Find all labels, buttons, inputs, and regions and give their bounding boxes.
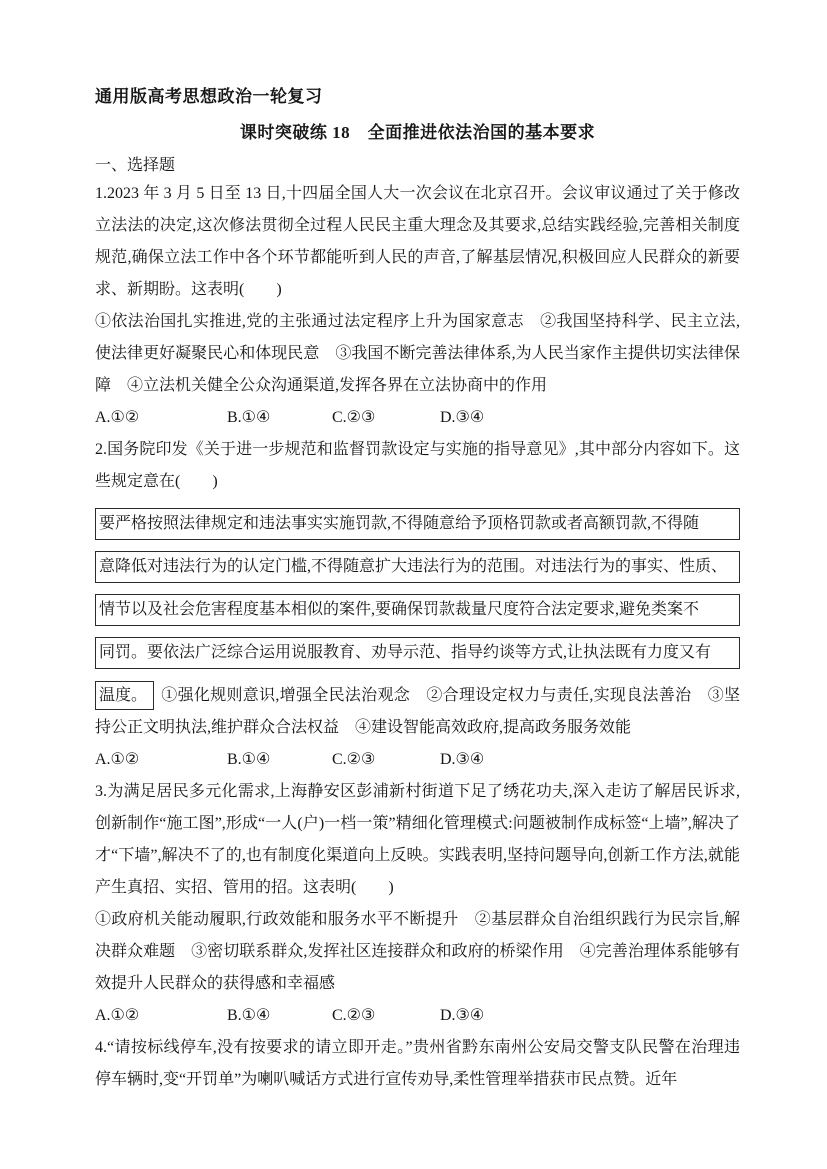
- notice-box-line-5: 温度。: [95, 681, 154, 710]
- question-2-options: [95, 680, 740, 744]
- question-1-answer-choice-a: A.①②: [95, 409, 140, 426]
- question-2-answer-choice-a: A.①②: [95, 751, 140, 768]
- question-3-answer-choice-a: A.①②: [95, 1007, 140, 1024]
- question-3-answer-row: [95, 1000, 740, 1032]
- document-header: 通用版高考思想政治一轮复习: [95, 87, 323, 106]
- question-2-answer-choice-c: C.②③: [332, 751, 376, 768]
- question-3-options: ①政府机关能动履职,行政效能和服务水平不断提升 ②基层群众自治组织践行为民宗旨,解决群众难题 ③密切联系群众,发挥社区连接群众和政府的桥梁作用 ④完善治理体系能够有效提升人民群众的获得感和幸福感: [95, 911, 740, 992]
- worksheet-title: 课时突破练 18 全面推进依法治国的基本要求: [239, 123, 596, 142]
- question-1-text: 1.2023 年 3 月 5 日至 13 日,十四届全国人大一次会议在北京召开。会议审议通过了关于修改立法法的决定,这次修法贯彻全过程人民民主重大理念及其要求,总结实践经验,完善相关制度规范,确保立法工作中各个环节都能听到人民的声音,了解基层情况,积极回应人民群众的新要求、新期盼。这表明( ): [95, 185, 740, 298]
- question-2-text: 2.国务院印发《关于进一步规范和监督罚款设定与实施的指导意见》,其中部分内容如下。这些规定意在( ): [95, 441, 740, 490]
- section-heading: 一、选择题: [95, 157, 176, 174]
- question-1-answer-choice-b: B.①④: [227, 409, 271, 426]
- question-1-answer-row: [95, 402, 740, 434]
- notice-box-line-4: 同罚。要依法广泛综合运用说服教育、劝导示范、指导约谈等方式,让执法既有力度又有: [95, 637, 740, 669]
- question-3-answer-choice-c: C.②③: [332, 1007, 376, 1024]
- question-1-answer-choice-d: D.③④: [440, 409, 485, 426]
- question-3-answer-choice-d: D.③④: [440, 1007, 485, 1024]
- notice-box-line-3: 情节以及社会危害程度基本相似的案件,要确保罚款裁量尺度符合法定要求,避免类案不: [95, 594, 740, 626]
- question-3-text: 3.为满足居民多元化需求,上海静安区彭浦新村街道下足了绣花功夫,深入走访了解居民诉求,创新制作“施工图”,形成“一人(户)一档一策”精细化管理模式:问题被制作成标签“上墙”,解决了才“下墙”,解决不了的,也有制度化渠道向上反映。实践表明,坚持问题导向,创新工作方法,就能产生真招、实招、管用的招。这表明( ): [95, 783, 740, 896]
- question-2-answer-choice-b: B.①④: [227, 751, 271, 768]
- notice-box-line-1: 要严格按照法律规定和违法事实实施罚款,不得随意给予顶格罚款或者高额罚款,不得随: [95, 508, 740, 540]
- question-2-answer-choice-d: D.③④: [440, 751, 485, 768]
- question-1-answer-choice-c: C.②③: [332, 409, 376, 426]
- question-2-answer-row: [95, 744, 740, 776]
- question-3-answer-choice-b: B.①④: [227, 1007, 271, 1024]
- question-1-options: ①依法治国扎实推进,党的主张通过法定程序上升为国家意志 ②我国坚持科学、民主立法,使法律更好凝聚民心和体现民意 ③我国不断完善法律体系,为人民当家作主提供切实法律保障 ④立法机关健全公众沟通渠道,发挥各界在立法协商中的作用: [95, 313, 740, 394]
- question-2-options-text: ①强化规则意识,增强全民法治观念 ②合理设定权力与责任,实现良法善治 ③坚持公正文明执法,维护群众合法权益 ④建设智能高效政府,提高政务服务效能: [95, 687, 740, 736]
- notice-box-line-2: 意降低对违法行为的认定门槛,不得随意扩大违法行为的范围。对违法行为的事实、性质、: [95, 551, 740, 583]
- question-4-text: 4.“请按标线停车,没有按要求的请立即开走。”贵州省黔东南州公安局交警支队民警在治理违停车辆时,变“开罚单”为喇叭喊话方式进行宣传劝导,柔性管理举措获市民点赞。近年: [95, 1039, 740, 1088]
